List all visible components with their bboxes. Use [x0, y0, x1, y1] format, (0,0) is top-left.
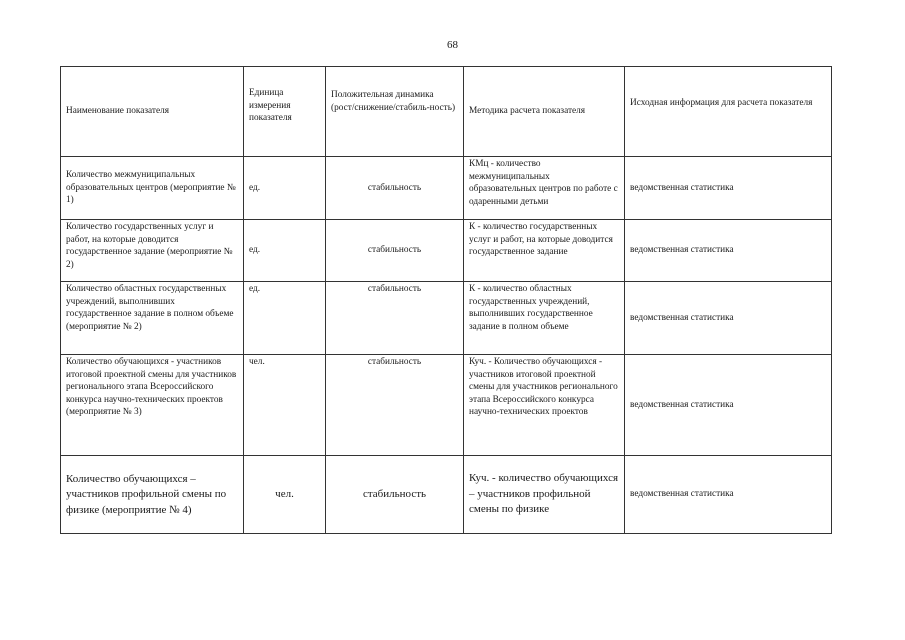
indicator-name: Количество межмуниципальных образовательных центров (мероприятие № 1) [61, 157, 244, 220]
header-dynamics: Положительная динамика (рост/снижение/стабиль-ность) [326, 67, 464, 157]
header-row [61, 67, 832, 157]
indicator-unit: чел. [244, 355, 326, 456]
indicator-method: Куч. - количество обучающихся – участников профильной смены по физике [464, 456, 625, 534]
indicator-name: Количество государственных услуг и работ, на которые доводится государственное задание (мероприятие № 2) [61, 220, 244, 282]
indicator-name: Количество обучающихся - участников итоговой проектной смены для участников регионального этапа Всероссийского конкурса научно-технических проектов (мероприятие № 3) [61, 355, 244, 456]
indicator-name: Количество обучающихся – участников профильной смены по физике (мероприятие № 4) [61, 456, 244, 534]
indicator-source: ведомственная статистика [625, 355, 832, 456]
indicator-unit: ед. [244, 282, 326, 355]
indicator-unit: чел. [244, 456, 326, 534]
header-source: Исходная информация для расчета показателя [625, 67, 832, 157]
header-name: Наименование показателя [61, 67, 244, 157]
table-row [61, 282, 832, 355]
header-unit: Единица измерения показателя [244, 67, 326, 157]
indicator-source: ведомственная статистика [625, 220, 832, 282]
indicators-table [60, 66, 832, 534]
table-row [61, 220, 832, 282]
indicator-dynamics: стабильность [326, 355, 464, 456]
indicator-dynamics: стабильность [326, 282, 464, 355]
indicator-source: ведомственная статистика [625, 282, 832, 355]
table-row [61, 157, 832, 220]
table-row [61, 355, 832, 456]
indicator-source: ведомственная статистика [625, 456, 832, 534]
indicator-unit: ед. [244, 220, 326, 282]
indicator-method: К - количество областных государственных учреждений, выполнивших государственное задание в полном объеме [464, 282, 625, 355]
indicator-unit: ед. [244, 157, 326, 220]
indicator-dynamics: стабильность [326, 157, 464, 220]
header-method: Методика расчета показателя [464, 67, 625, 157]
indicator-name: Количество областных государственных учреждений, выполнивших государственное задание в полном объеме (мероприятие № 2) [61, 282, 244, 355]
indicator-method: Куч. - Количество обучающихся - участников итоговой проектной смены для участников регионального этапа Всероссийского конкурса научно-технических проектов [464, 355, 625, 456]
indicator-method: КМц - количество межмуниципальных образовательных центров по работе с одаренными детьми [464, 157, 625, 220]
page-number: 68 [447, 39, 458, 51]
indicator-method: К - количество государственных услуг и работ, на которые доводится государственное задание [464, 220, 625, 282]
table-row [61, 456, 832, 534]
indicator-source: ведомственная статистика [625, 157, 832, 220]
indicator-dynamics: стабильность [326, 220, 464, 282]
indicator-dynamics: стабильность [326, 456, 464, 534]
